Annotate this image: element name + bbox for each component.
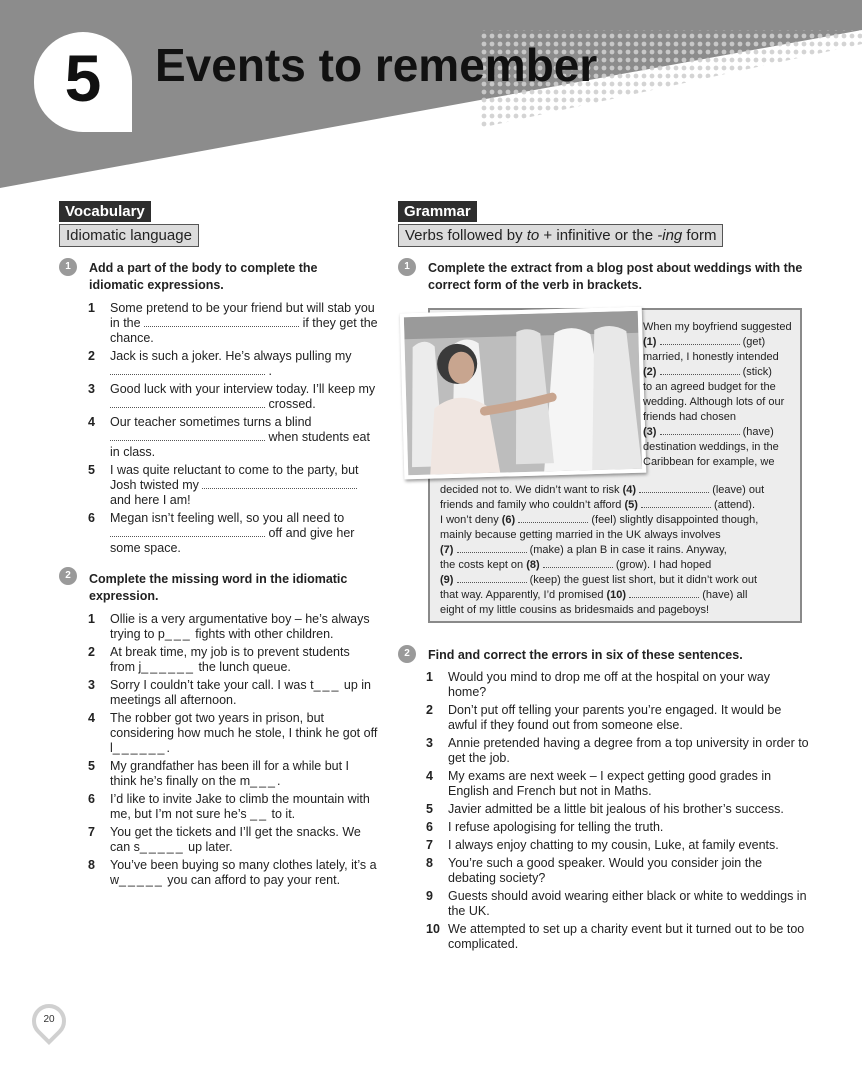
item-text: the lunch queue.	[198, 660, 291, 674]
item-text: I was quite reluctant to come to the party, but Josh twisted my	[110, 463, 359, 492]
answer-blank[interactable]: ___	[164, 627, 192, 641]
item-number: 5	[426, 802, 433, 816]
item-number: 3	[426, 736, 433, 750]
gap-number: (3)	[643, 426, 657, 438]
list-item	[88, 711, 378, 756]
blog-text: (get)	[742, 336, 766, 348]
list-item	[88, 759, 378, 789]
grammar-tag: Grammar	[398, 201, 477, 222]
gap-number: (4)	[622, 484, 637, 496]
gap-number: (6)	[501, 514, 516, 526]
list-item	[88, 792, 378, 822]
blog-text: that way. Apparently, I’d promised	[440, 589, 604, 601]
answer-blank[interactable]: __	[250, 807, 269, 821]
gap-number: (8)	[526, 559, 540, 571]
item-number: 1	[426, 670, 433, 684]
item-number: 10	[426, 922, 440, 936]
item-text: if they get the chance.	[110, 316, 378, 345]
answer-blank[interactable]: ___	[313, 678, 341, 692]
answer-blank[interactable]	[629, 588, 699, 598]
list-item	[426, 838, 810, 853]
blog-text: (feel) slightly disappointed though,	[591, 514, 759, 526]
gap-number: (10)	[606, 589, 627, 601]
list-item	[426, 922, 810, 952]
exercise-instruction: Find and correct the errors in six of these sentences.	[428, 648, 743, 662]
blog-text: to an agreed budget for the wedding. Although lots of our friends had chosen	[643, 381, 785, 423]
grammar-subtitle	[398, 224, 723, 247]
blog-text-right	[643, 320, 797, 470]
answer-blank[interactable]	[110, 430, 265, 441]
list-item	[88, 382, 378, 412]
answer-blank[interactable]	[660, 335, 740, 345]
item-text: My exams are next week – I expect getting good grades in English and French but not in Maths.	[448, 769, 772, 798]
bride-photo	[400, 307, 647, 480]
exercise-number: 1	[59, 258, 77, 276]
item-text: Jack is such a joker. He’s always pulling my	[110, 349, 352, 363]
unit-number: 5	[64, 41, 102, 115]
list-item	[426, 820, 810, 835]
blog-text: (attend).	[714, 499, 756, 511]
blog-text: I won’t deny	[440, 514, 499, 526]
item-text: You’ve been buying so many clothes lately, it’s a w	[110, 858, 377, 887]
blog-text: When my boyfriend suggested	[643, 321, 792, 333]
blog-text: the costs kept on	[440, 559, 524, 571]
item-number: 7	[88, 825, 95, 839]
item-number: 6	[88, 792, 95, 806]
exercise-instruction: Complete the extract from a blog post about weddings with the correct form of the verb in brackets.	[428, 261, 803, 292]
item-number: 4	[88, 711, 95, 725]
item-number: 5	[88, 759, 95, 773]
item-number: 7	[426, 838, 433, 852]
vocabulary-subtitle: Idiomatic language	[59, 224, 199, 247]
gap-number: (5)	[624, 499, 638, 511]
list-item	[426, 802, 810, 817]
answer-blank[interactable]: _____	[119, 873, 164, 887]
item-text: At break time, my job is to prevent students from j	[110, 645, 350, 674]
list-item	[88, 645, 378, 675]
list-item	[88, 463, 378, 508]
list-item	[426, 856, 810, 886]
list-item	[88, 612, 378, 642]
item-number: 2	[88, 645, 95, 659]
item-text: Javier admitted be a little bit jealous of his brother’s success.	[448, 802, 784, 816]
blog-text: (keep) the guest list short, but it didn’t work out	[529, 574, 758, 586]
list-item	[88, 858, 378, 888]
answer-blank[interactable]	[660, 365, 740, 375]
answer-blank[interactable]: _____	[139, 840, 185, 854]
item-text: .	[268, 364, 272, 378]
blog-text: (grow). I had hoped	[615, 559, 712, 571]
item-number: 2	[426, 703, 433, 717]
item-number: 1	[88, 301, 95, 315]
blog-text: mainly because getting married in the UK always involves	[440, 529, 721, 541]
item-text: I’d like to invite Jake to climb the mountain with me, but I’m not sure he’s	[110, 792, 370, 821]
blog-text: (have) all	[702, 589, 748, 601]
item-text: I refuse apologising for telling the truth.	[448, 820, 664, 834]
answer-blank[interactable]	[110, 364, 265, 375]
list-item	[426, 670, 810, 700]
item-text: Sorry I couldn’t take your call. I was t	[110, 678, 314, 692]
list-item	[426, 736, 810, 766]
item-text: when students eat in class.	[110, 430, 370, 459]
exercise-instruction: Add a part of the body to complete the idiomatic expressions.	[89, 261, 318, 292]
answer-blank[interactable]	[639, 483, 709, 493]
item-number: 6	[426, 820, 433, 834]
blog-text: (leave) out	[712, 484, 765, 496]
item-number: 9	[426, 889, 433, 903]
item-text: crossed.	[268, 397, 316, 411]
blog-text: eight of my little cousins as bridesmaids and pageboys!	[440, 604, 710, 616]
item-number: 1	[88, 612, 95, 626]
item-number: 4	[88, 415, 95, 429]
vocabulary-tag: Vocabulary	[59, 201, 151, 222]
blog-text: (have)	[742, 426, 774, 438]
answer-blank[interactable]	[110, 526, 265, 537]
item-number: 8	[88, 858, 95, 872]
blog-text: friends and family who couldn’t afford	[440, 499, 622, 511]
item-text: My grandfather has been ill for a while but I think he’s finally on the m	[110, 759, 350, 788]
answer-blank[interactable]	[641, 498, 711, 508]
vocab-ex1-list	[88, 301, 378, 559]
item-text: Megan isn’t feeling well, so you all need to	[110, 511, 345, 525]
answer-blank[interactable]	[457, 573, 527, 583]
list-item	[88, 301, 378, 346]
gap-number: (9)	[440, 574, 454, 586]
page-number: 20	[43, 1014, 55, 1025]
item-number: 6	[88, 511, 95, 525]
list-item	[88, 511, 378, 556]
vocab-ex2-list	[88, 612, 378, 891]
item-text: The robber got two years in prison, but considering how much he stole, I think he got off l	[110, 711, 378, 755]
item-number: 8	[426, 856, 433, 870]
blog-text-bottom	[440, 483, 794, 618]
answer-blank[interactable]	[457, 543, 527, 553]
item-text: fights with other children.	[195, 627, 334, 641]
list-item	[426, 703, 810, 733]
item-text: Would you mind to drop me off at the hospital on your way home?	[448, 670, 770, 699]
exercise-instruction: Complete the missing word in the idiomatic expression.	[89, 572, 348, 603]
list-item	[88, 349, 378, 379]
item-text: Don’t put off telling your parents you’re engaged. It would be awful if they found out from someone else.	[448, 703, 782, 732]
gap-number: (1)	[643, 336, 657, 348]
subtitle-text: to	[526, 227, 540, 244]
answer-blank[interactable]	[202, 478, 357, 489]
bride-photo-image	[404, 311, 642, 475]
list-item	[88, 678, 378, 708]
list-item	[88, 415, 378, 460]
blog-text: decided not to. We didn’t want to risk	[440, 484, 620, 496]
item-text: You’re such a good speaker. Would you consider join the debating society?	[448, 856, 763, 885]
item-text: I always enjoy chatting to my cousin, Luke, at family events.	[448, 838, 779, 852]
exercise-number: 2	[398, 645, 416, 663]
item-text: .	[166, 741, 170, 755]
subtitle-text: Verbs followed by	[405, 227, 527, 244]
item-text: We attempted to set up a charity event but it turned out to be too complicated.	[448, 922, 805, 951]
list-item	[88, 825, 378, 855]
list-item	[426, 769, 810, 799]
answer-blank[interactable]	[144, 316, 299, 327]
item-text: Some pretend to be your friend but will stab you in the	[110, 301, 375, 330]
item-text: Annie pretended having a degree from a top university in order to get the job.	[448, 736, 809, 765]
item-number: 5	[88, 463, 95, 477]
subtitle-text: -ing	[657, 227, 683, 244]
item-number: 2	[88, 349, 95, 363]
answer-blank[interactable]	[543, 558, 613, 568]
subtitle-text: + infinitive or the	[539, 227, 658, 244]
item-number: 3	[88, 678, 95, 692]
item-text: Guests should avoid wearing either black or white to weddings in the UK.	[448, 889, 807, 918]
item-text: Our teacher sometimes turns a blind	[110, 415, 312, 429]
blog-text: (stick)	[742, 366, 772, 378]
blog-text: destination weddings, in the Caribbean for example, we	[643, 441, 779, 468]
item-text: to it.	[271, 807, 296, 821]
answer-blank[interactable]	[518, 513, 588, 523]
blog-text: married, I honestly intended	[643, 351, 779, 363]
answer-blank[interactable]: ___	[250, 774, 277, 788]
item-number: 3	[88, 382, 95, 396]
answer-blank[interactable]: ______	[141, 660, 195, 674]
exercise-number: 2	[59, 567, 77, 585]
exercise-number: 1	[398, 258, 416, 276]
item-number: 4	[426, 769, 433, 783]
item-text: Ollie is a very argumentative boy – he’s always trying to p	[110, 612, 370, 641]
item-text: you can afford to pay your rent.	[167, 873, 341, 887]
answer-blank[interactable]	[110, 397, 265, 408]
answer-blank[interactable]: ______	[112, 741, 167, 755]
blog-text: (make) a plan B in case it rains. Anyway,	[529, 544, 727, 556]
subtitle-text: form	[682, 227, 717, 244]
item-text: .	[276, 774, 281, 788]
item-text: Good luck with your interview today. I’ll keep my	[110, 382, 376, 396]
grammar-ex2-list	[426, 670, 810, 955]
list-item	[426, 889, 810, 919]
page-title: Events to remember	[155, 39, 598, 91]
item-text: up later.	[188, 840, 233, 854]
answer-blank[interactable]	[660, 425, 740, 435]
item-text: You get the tickets and I’ll get the snacks. We can s	[110, 825, 361, 854]
item-text: off and give her some space.	[110, 526, 355, 555]
item-text: up in meetings all afternoon.	[110, 678, 372, 707]
item-text: and here I am!	[110, 493, 191, 507]
gap-number: (2)	[643, 366, 657, 378]
gap-number: (7)	[440, 544, 454, 556]
